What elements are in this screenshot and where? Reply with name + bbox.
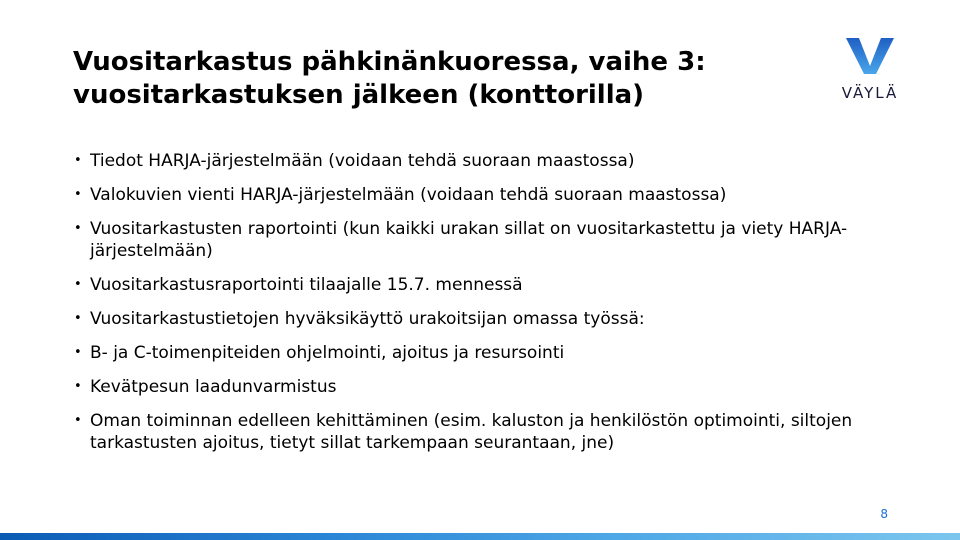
bullet-item: • Vuositarkastustietojen hyväksikäyttö urakoitsijan omassa työssä: [74,308,904,330]
bullet-item: • B- ja C-toimenpiteiden ohjelmointi, ajoitus ja resursointi [74,342,904,364]
title-line-1: Vuositarkastus pähkinänkuoressa, vaihe 3: [73,47,706,77]
bullet-item: • Kevätpesun laadunvarmistus [74,376,904,398]
title-line-2: vuositarkastuksen jälkeen (konttorilla) [73,80,645,110]
bullet-list [74,150,904,466]
logo-text: VÄYLÄ [841,84,899,102]
bullet-item: • Tiedot HARJA-järjestelmään (voidaan tehdä suoraan maastossa) [74,150,904,172]
page-number: 8 [880,507,888,521]
bullet-item: • Vuositarkastusraportointi tilaajalle 15.7. mennessä [74,274,904,296]
bullet-item: • Vuositarkastusten raportointi (kun kaikki urakan sillat on vuositarkastettu ja viety HARJA-järjestelmään) [74,218,904,262]
footer-gradient-bar [0,533,960,540]
bullet-item: • Valokuvien vienti HARJA-järjestelmään (voidaan tehdä suoraan maastossa) [74,184,904,206]
slide-title [73,46,793,112]
vayla-logo [828,36,912,106]
bullet-item: • Oman toiminnan edelleen kehittäminen (esim. kaluston ja henkilöstön optimointi, siltojen tarkastusten ajoitus, tietyt sillat tarkempaan seurantaan, jne) [74,410,904,454]
vayla-v-icon [842,36,898,76]
